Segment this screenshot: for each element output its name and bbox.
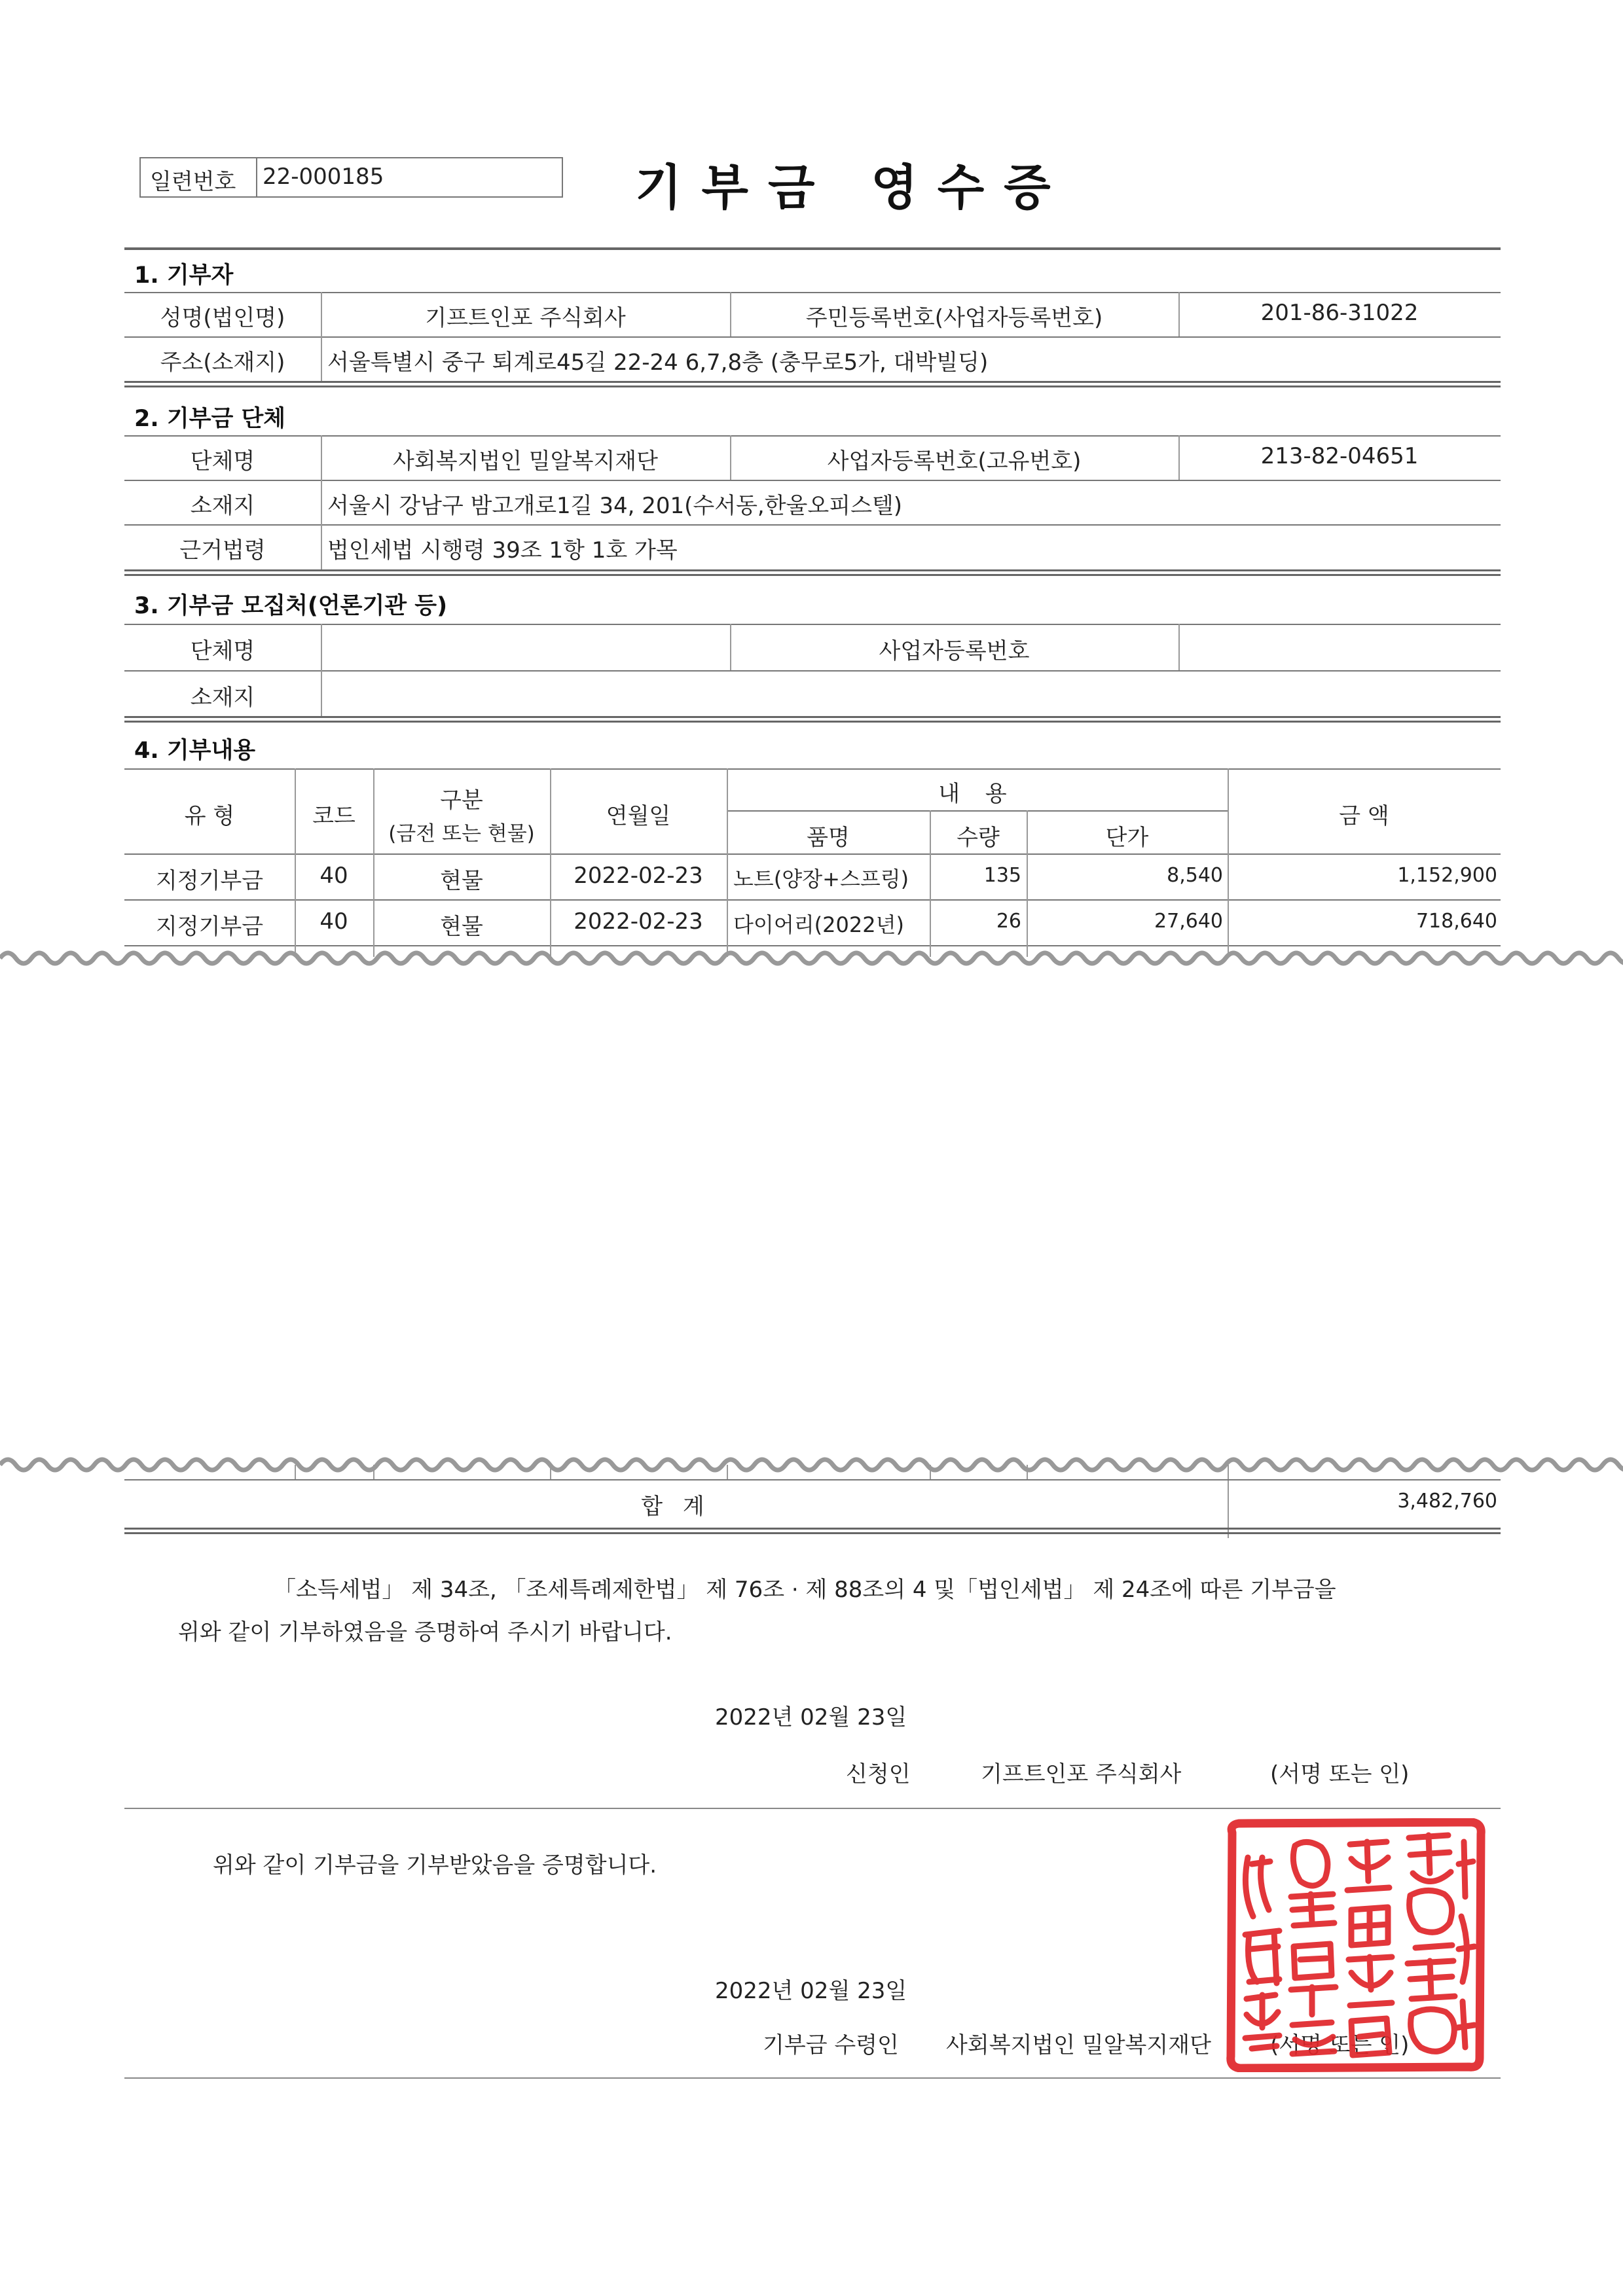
- donor-address-value: 서울특별시 중구 퇴계로45길 22-24 6,7,8층 (충무로5가, 대박빌딩): [327, 350, 989, 376]
- org-law-value: 법인세법 시행령 39조 1항 1호 가목: [327, 537, 678, 564]
- document-title: 기부금 영수증: [635, 160, 1070, 216]
- section-title-organization: 2. 기부금 단체: [134, 406, 286, 432]
- org-location-value: 서울시 강남구 밤고개로1길 34, 201(수서동,한울오피스텔): [327, 493, 903, 519]
- row-unit-price: 27,640: [1154, 910, 1223, 933]
- org-name-label: 단체명: [190, 448, 255, 475]
- row-qty: 26: [996, 910, 1021, 933]
- row-type: 지정기부금: [155, 914, 264, 940]
- confirmation-date: 2022년 02월 23일: [715, 1978, 907, 2004]
- official-seal-stamp: [1223, 1818, 1487, 2072]
- row-item: 노트(양장+스프링): [733, 867, 909, 891]
- statement-line2: 위와 같이 기부하였음을 증명하여 주시기 바랍니다.: [178, 1619, 672, 1645]
- col-header-code: 코드: [312, 803, 356, 829]
- recipient-sign: (서명 또는 인): [1270, 2032, 1410, 2058]
- section-title-donor: 1. 기부자: [134, 262, 234, 289]
- col-header-type: 유 형: [184, 803, 235, 829]
- applicant-sign: (서명 또는 인): [1270, 1761, 1410, 1787]
- row-code: 40: [319, 863, 348, 889]
- col-header-qty: 수량: [957, 825, 1000, 851]
- applicant-name: 기프트인포 주식회사: [981, 1761, 1182, 1787]
- org-law-label: 근거법령: [179, 537, 266, 564]
- row-date: 2022-02-23: [574, 908, 703, 935]
- row-category: 현물: [440, 914, 483, 940]
- cut-wave-bottom: [0, 1452, 1623, 1478]
- cut-wave-top: [0, 945, 1623, 971]
- row-unit-price: 8,540: [1167, 864, 1223, 887]
- omitted-rows-gap: [0, 957, 1623, 1465]
- double-divider: [124, 1528, 1501, 1534]
- row-code: 40: [319, 908, 348, 935]
- org-reg-value: 213-82-04651: [1260, 443, 1419, 469]
- fundraiser-reg-label: 사업자등록번호: [879, 638, 1030, 664]
- row-item: 다이어리(2022년): [733, 912, 904, 937]
- serial-number-box: [139, 157, 563, 198]
- row-type: 지정기부금: [155, 868, 264, 894]
- col-header-category-sub: (금전 또는 현물): [388, 822, 535, 846]
- section-title-donation: 4. 기부내용: [134, 738, 256, 764]
- divider: [124, 247, 1501, 250]
- fundraiser-location-label: 소재지: [190, 685, 255, 711]
- row-category: 현물: [440, 868, 483, 894]
- donor-address-label: 주소(소재지): [160, 350, 285, 376]
- statement-line1: 「소득세법」 제 34조, 「조세특례제한법」 제 76조 · 제 88조의 4 및「법인세법」 제 24조에 따른 기부금을: [274, 1577, 1336, 1603]
- row-amount: 1,152,900: [1397, 864, 1497, 887]
- recipient-label: 기부금 수령인: [763, 2032, 899, 2058]
- fundraiser-name-label: 단체명: [190, 638, 255, 664]
- org-reg-label: 사업자등록번호(고유번호): [827, 448, 1082, 475]
- serial-label: 일련번호: [150, 169, 236, 195]
- double-divider: [124, 569, 1501, 576]
- double-divider: [124, 381, 1501, 387]
- donor-name-label: 성명(법인명): [160, 305, 285, 331]
- double-divider: [124, 716, 1501, 723]
- org-name-value: 사회복지법인 밀알복지재단: [393, 448, 658, 475]
- donor-name-value: 기프트인포 주식회사: [425, 305, 626, 331]
- org-location-label: 소재지: [190, 493, 255, 519]
- applicant-label: 신청인: [846, 1761, 911, 1787]
- col-header-content: 내 용: [938, 781, 1016, 807]
- confirmation-text: 위와 같이 기부금을 기부받았음을 증명합니다.: [213, 1852, 657, 1878]
- col-header-category: 구분: [440, 787, 483, 814]
- col-header-amount: 금 액: [1339, 803, 1389, 829]
- section-title-fundraiser: 3. 기부금 모집처(언론기관 등): [134, 593, 448, 619]
- col-header-date: 연월일: [606, 803, 671, 829]
- donor-id-value: 201-86-31022: [1260, 300, 1419, 326]
- col-header-item: 품명: [807, 825, 850, 851]
- row-date: 2022-02-23: [574, 863, 703, 889]
- donor-id-label: 주민등록번호(사업자등록번호): [805, 305, 1103, 331]
- recipient-name: 사회복지법인 밀알복지재단: [946, 2032, 1211, 2058]
- total-label: 합 계: [641, 1494, 711, 1520]
- row-qty: 135: [983, 864, 1021, 887]
- total-value: 3,482,760: [1397, 1490, 1497, 1513]
- serial-value: 22-000185: [263, 164, 384, 190]
- row-amount: 718,640: [1415, 910, 1497, 933]
- col-header-unit-price: 단가: [1105, 825, 1149, 851]
- statement-date: 2022년 02월 23일: [715, 1704, 907, 1731]
